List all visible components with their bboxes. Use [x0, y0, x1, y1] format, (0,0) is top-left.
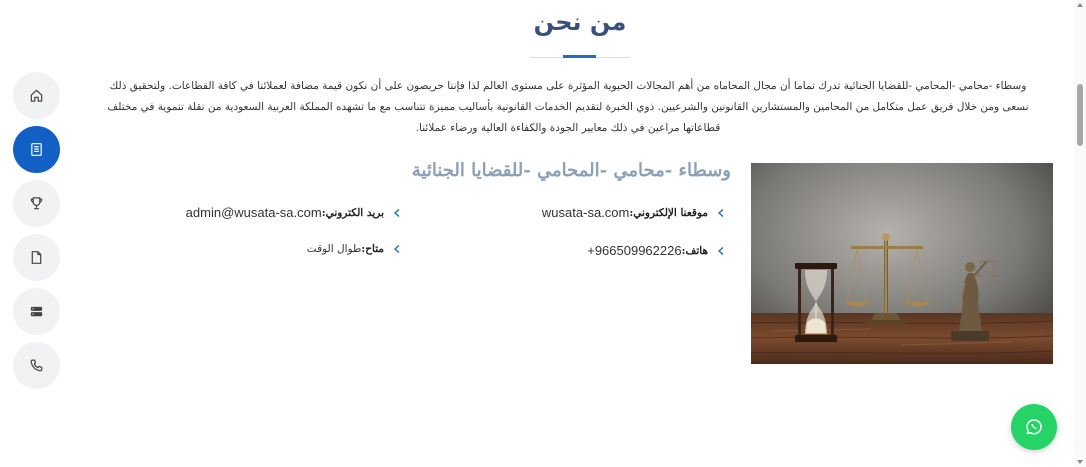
justice-photo — [751, 163, 1053, 364]
about-intro-text: وسطاء -محامي -المحامي -للقضايا الجنائية تدرك تماما أن مجال المحاماه من أهم المجالات الحيوية المؤثرة على مستوى العالم لذا فإننا حريصون على أن نكون قيمة مضافة لعملائنا في كافة القطاعات. ولتحقيق ذلك نسعى ومن خلال فريق عمل متكامل من المحامين والمستشارين القانونين والشرعيين. ذوي الخبرة لتقديم الخدمات القانونية بأساليب مميزة تتناسب مع ما تشهده المملكة العربية السعودية من نقلة تنموية في مختلف قطاعاتها مراعين في ذلك معايير الجودة والكفاءة العالية ورضاء عملائنا. — [107, 80, 1029, 134]
chevron-left-icon — [392, 244, 402, 254]
nav-portfolio-button[interactable] — [13, 288, 60, 335]
scroll-down-icon[interactable] — [1077, 460, 1083, 464]
phone-icon — [29, 358, 44, 373]
firm-heading: وسطاء -محامي -المحامي -للقضايا الجنائية — [411, 160, 731, 181]
whatsapp-button[interactable] — [1011, 404, 1057, 450]
title-underline — [563, 55, 596, 58]
scrollbar-thumb[interactable] — [1077, 84, 1083, 146]
nav-achievements-button[interactable] — [13, 180, 60, 227]
phone-link[interactable]: +966509962226 — [587, 243, 682, 258]
chevron-left-icon — [716, 246, 726, 256]
availability-info — [307, 243, 402, 255]
file-icon — [29, 250, 44, 265]
whatsapp-icon — [1025, 418, 1043, 436]
nav-contact-button[interactable] — [13, 342, 60, 389]
server-icon — [29, 304, 44, 319]
justice-illustration — [751, 163, 1053, 364]
scroll-up-icon[interactable] — [1077, 3, 1083, 7]
chevron-left-icon — [716, 208, 726, 218]
email-label: بريد الكتروني: — [321, 206, 384, 219]
website-info — [542, 205, 726, 220]
nav-about-button[interactable] — [13, 126, 60, 173]
nav-home-button[interactable] — [13, 72, 60, 119]
website-link[interactable]: wusata-sa.com — [541, 205, 630, 220]
chevron-left-icon — [392, 208, 402, 218]
website-label: موقعنا الإلكتروني: — [629, 206, 708, 219]
availability-label: متاح: — [361, 243, 384, 255]
home-icon — [29, 88, 44, 103]
email-link[interactable]: admin@wusata-sa.com — [185, 205, 322, 220]
phone-label: هاتف: — [681, 244, 708, 257]
document-list-icon — [29, 142, 44, 157]
trophy-icon — [29, 196, 44, 211]
availability-value: طوال الوقت — [306, 243, 362, 255]
nav-services-button[interactable] — [13, 234, 60, 281]
phone-info — [587, 243, 726, 258]
section-title: من نحن — [533, 8, 627, 36]
email-info — [186, 205, 402, 220]
scrollbar[interactable] — [1074, 0, 1086, 467]
